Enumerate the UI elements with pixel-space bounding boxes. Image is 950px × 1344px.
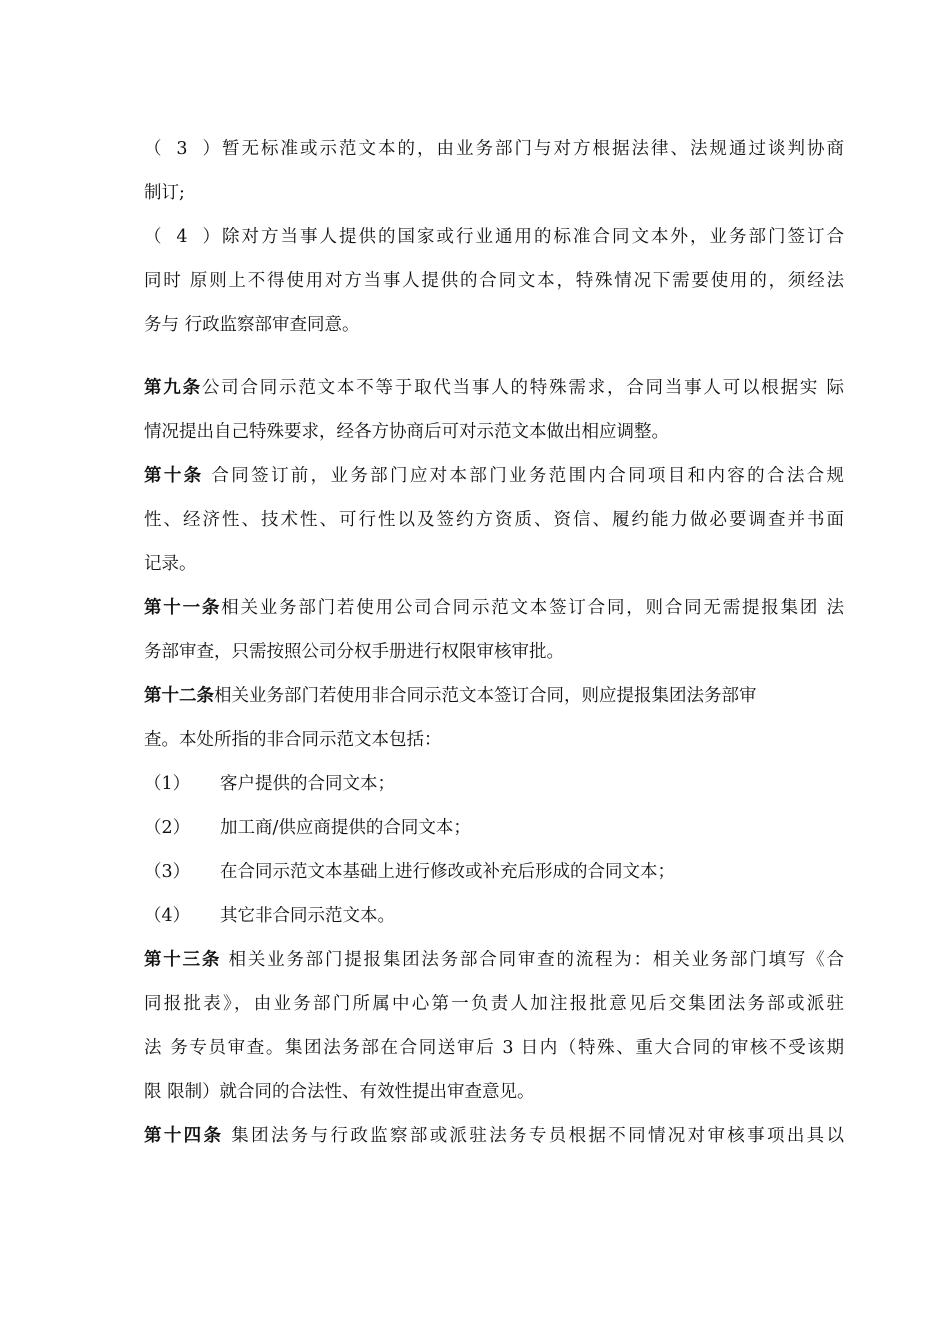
list-item <box>144 806 844 850</box>
item-number: （4） <box>144 227 220 247</box>
item-text: 除对方当事人提供的国家或行业通用的标准合同文本外，业务部门签订合 <box>220 227 844 247</box>
article-title: 第十四条 <box>144 1126 224 1146</box>
list-item <box>144 850 844 894</box>
article-continuation: 务部审查，只需按照公司分权手册进行权限审核审批。 <box>144 642 564 662</box>
article-continuation: 同报批表》，由业务部门所属中心第一负责人加注报批意见后交集团法务部或派驻 <box>144 994 844 1014</box>
item-number: （2） <box>144 818 191 838</box>
item-number: （3） <box>144 862 191 882</box>
item-number: （3） <box>144 139 220 159</box>
article-continuation: 法 务专员审查。集团法务部在合同送审后 3 日内（特殊、重大合同的审核不受该期 <box>144 1038 844 1058</box>
article-text: 集团法务与行政监察部或派驻法务专员根据不同情况对审核事项出具以 <box>223 1126 844 1146</box>
item-text: 在合同示范文本基础上进行修改或补充后形成的合同文本； <box>220 862 675 882</box>
list-item <box>144 127 844 171</box>
article-continuation: 记录。 <box>144 554 197 574</box>
article-12 <box>144 674 844 718</box>
article-title: 第十三条 <box>144 950 222 970</box>
item-continuation: 同时 原则上不得使用对方当事人提供的合同文本，特殊情况下需要使用的，须经法 <box>144 271 844 291</box>
paragraph-gap <box>144 347 844 366</box>
article-9 <box>144 366 844 410</box>
item-number: （1） <box>144 774 191 794</box>
article-title: 第九条 <box>144 378 202 398</box>
article-title: 第十一条 <box>144 598 222 618</box>
article-continuation: 性、经济性、技术性、可行性以及签约方资质、资信、履约能力做必要调查并书面 <box>144 510 844 530</box>
article-text: 相关业务部门若使用非合同示范文本签订合同，则应提报集团法务部审 <box>214 686 757 706</box>
item-continuation: 制订; <box>144 183 185 203</box>
article-text: 公司合同示范文本不等于取代当事人的特殊需求，合同当事人可以根据实 际 <box>201 378 844 398</box>
item-text: 客户提供的合同文本； <box>220 774 395 794</box>
article-text: 相关业务部门若使用公司合同示范文本签订合同，则合同无需提报集团 法 <box>221 598 844 618</box>
item-number: （4） <box>144 906 191 926</box>
article-title: 第十条 <box>144 466 204 486</box>
article-continuation: 情况提出自己特殊要求，经各方协商后可对示范文本做出相应调整。 <box>144 422 669 442</box>
article-continuation: 限 限制）就合同的合法性、有效性提出审查意见。 <box>144 1082 535 1102</box>
article-title: 第十二条 <box>144 686 214 706</box>
article-11 <box>144 586 844 630</box>
item-text: 其它非合同示范文本。 <box>220 906 395 926</box>
list-item <box>144 215 844 259</box>
article-14 <box>144 1114 844 1158</box>
document-body <box>144 127 844 1158</box>
article-text: 相关业务部门提报集团法务部合同审查的流程为：相关业务部门填写《合 <box>221 950 844 970</box>
item-text: 暂无标准或示范文本的，由业务部门与对方根据法律、法规通过谈判协商 <box>220 139 844 159</box>
article-10 <box>144 454 844 498</box>
list-item <box>144 894 844 938</box>
article-13 <box>144 938 844 982</box>
article-text: 合同签订前，业务部门应对本部门业务范围内合同项目和内容的合法合规 <box>203 466 844 486</box>
item-text: 加工商/供应商提供的合同文本； <box>220 818 471 838</box>
item-continuation: 务与 行政监察部审查同意。 <box>144 315 360 335</box>
list-item <box>144 762 844 806</box>
article-continuation: 查。本处所指的非合同示范文本包括： <box>144 730 442 750</box>
